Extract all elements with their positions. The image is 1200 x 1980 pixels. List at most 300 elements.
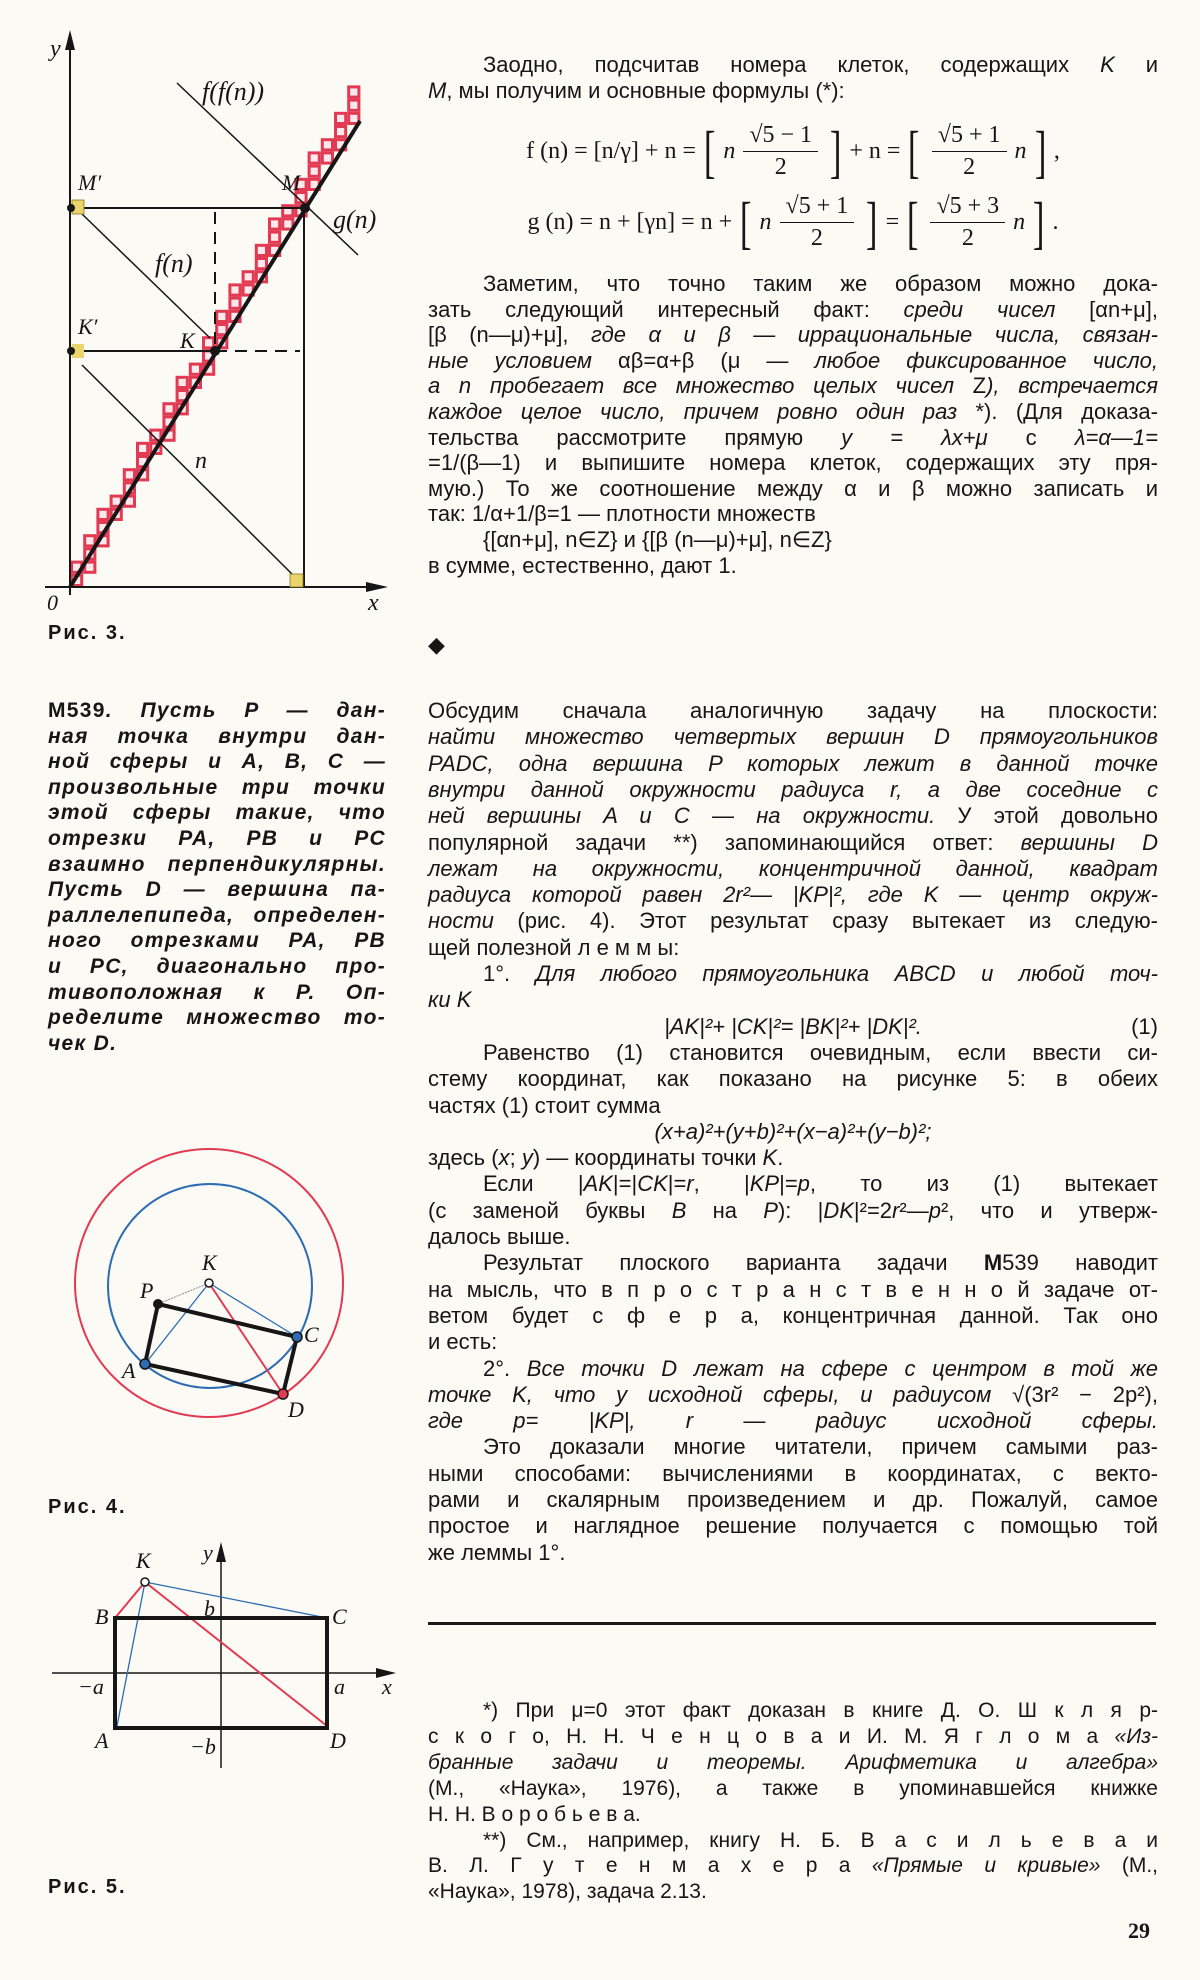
text-line — [428, 726, 1158, 748]
text-segment: так: 1/α+1/β=1 — плотности множеств — [428, 501, 816, 527]
fraction — [743, 122, 818, 181]
text-line — [428, 1039, 1158, 1065]
red-cell — [309, 153, 319, 163]
red-cell — [138, 443, 148, 453]
y-axis-arrow-icon — [216, 1542, 226, 1562]
text-segment: М539 — [48, 699, 106, 722]
text-line — [428, 910, 1158, 932]
formula-g — [428, 189, 1158, 255]
text-line — [48, 956, 386, 977]
red-cell — [322, 153, 332, 163]
label-minus-a: −a — [78, 1674, 104, 1699]
label-a: A — [122, 1358, 136, 1383]
text-line — [428, 1147, 1158, 1169]
label-x: x — [368, 590, 379, 616]
text-segment: CK — [637, 1171, 668, 1197]
label-m: M — [282, 170, 301, 195]
text-line — [428, 1489, 1158, 1511]
segment-kd — [145, 1582, 327, 1726]
figure-5-caption: Рис. 5. — [48, 1876, 127, 1898]
figure-4-caption: Рис. 4. — [48, 1496, 127, 1518]
formula-g-n2: n — [1013, 209, 1026, 235]
label-d: D — [288, 1397, 304, 1422]
text-line — [428, 1515, 1158, 1537]
text-segment: Обсудим сначала аналогичную задачу на плоскости: — [428, 698, 1158, 723]
text-line — [428, 1068, 1158, 1090]
text-segment: на — [686, 1197, 764, 1223]
label-k-prime: K′ — [78, 314, 98, 339]
text-line — [48, 982, 386, 1003]
text-segment: Равенство (1) становится очевидным, если ввести си- — [483, 1039, 1158, 1065]
text-segment: и — [1114, 52, 1159, 77]
text-line — [428, 805, 1158, 827]
point-m-prime — [67, 204, 75, 212]
section-diamond-icon: ◆ — [428, 632, 445, 657]
text-segment: У этой довольно — [935, 803, 1159, 829]
equation-number: (1) — [1131, 1013, 1158, 1039]
text-segment: x — [498, 1145, 510, 1171]
text-segment: y = λx+μ — [841, 424, 988, 450]
text-line — [428, 1539, 1158, 1565]
text-segment: ности — [428, 908, 494, 934]
text-line — [428, 1700, 1158, 1721]
denominator: 2 — [961, 225, 974, 251]
text-segment: , | — [693, 1171, 750, 1197]
text-segment: с к о г о, Н. Н. Ч е н ц о в а и И. М. Я г л о м а — [428, 1724, 1115, 1748]
text-segment: √(3r² − 2p²), — [991, 1381, 1158, 1407]
text-segment: ки K — [428, 987, 472, 1013]
numerator: √5 + 1 — [780, 193, 855, 223]
text-segment: бранные задачи и теоремы. Арифметика и алгебра» — [428, 1750, 1158, 1774]
text-segment: стему координат, как показано на рисунке 5: в обеих — [428, 1066, 1158, 1092]
red-cell — [336, 113, 346, 123]
text-segment: ными способами: вычислениями в координатах, с векто- — [428, 1460, 1158, 1486]
point-c — [292, 1332, 302, 1342]
text-segment: где α и β — иррациональные числа, связан- — [591, 322, 1158, 348]
text-segment: ного отрезками PA, PB — [48, 929, 386, 953]
footnote-divider — [428, 1622, 1156, 1625]
text-segment: ветом будет с ф е р а, концентричная данной. Так оно — [428, 1302, 1158, 1328]
label-minus-b: −b — [190, 1734, 216, 1759]
text-segment: KP — [749, 1171, 780, 1197]
text-line — [428, 347, 1158, 373]
text-line — [428, 1302, 1158, 1328]
text-line — [48, 1007, 386, 1028]
text-line — [428, 1331, 1158, 1353]
text-segment: этой сферы такие, что — [48, 801, 386, 825]
label-n: n — [195, 448, 207, 474]
red-cell — [204, 338, 214, 348]
formula-f-mid: + n = — [849, 138, 901, 164]
text-line — [428, 989, 1158, 1011]
text-segment: 539 наводит — [1002, 1250, 1158, 1276]
red-cell — [85, 536, 95, 546]
figure-5 — [0, 1530, 410, 1780]
text-segment: произвольные три точки — [48, 775, 386, 799]
text-line — [428, 1855, 1158, 1876]
text-line — [428, 77, 1158, 103]
page-number: 29 — [1128, 1918, 1150, 1943]
text-segment: ная точка внутри дан- — [48, 724, 386, 748]
red-cell — [217, 325, 227, 335]
text-segment: лежат на окружности, концентричной данной, квадрат — [428, 855, 1158, 881]
text-segment: а n пробегает все множество целых чисел — [428, 373, 954, 399]
text-segment: *) При μ=0 этот факт доказан в книге Д. О. Ш к л я р- — [483, 1699, 1158, 1722]
red-cell — [177, 377, 187, 387]
text-segment: частях (1) стоит сумма — [428, 1092, 661, 1118]
text-line — [48, 828, 386, 849]
text-segment: ): | — [777, 1197, 824, 1223]
text-line — [428, 934, 1158, 960]
text-segment: DK — [823, 1197, 854, 1223]
text-segment: [β (n—μ)+μ], — [428, 322, 592, 348]
text-line — [428, 552, 1158, 578]
label-x: x — [382, 1674, 392, 1699]
text-segment: AK — [583, 1171, 613, 1197]
text-segment: p — [797, 1171, 810, 1197]
text-segment: найти множество четвертых вершин D прямоугольников — [428, 724, 1158, 750]
text-segment: же леммы 1°. — [428, 1539, 566, 1565]
point-k-prime — [67, 347, 75, 355]
red-cell — [124, 470, 134, 480]
text-segment: взаимно перпендикулярны. — [48, 852, 386, 876]
text-line — [428, 884, 1158, 906]
text-line — [48, 879, 386, 900]
label-origin: 0 — [47, 590, 58, 615]
y-axis-arrow-icon — [65, 30, 75, 50]
formula-f-end: , — [1053, 138, 1060, 164]
text-segment: B — [671, 1197, 687, 1223]
text-segment: y — [521, 1145, 533, 1171]
text-line — [428, 1460, 1158, 1486]
text-segment: r — [686, 1171, 694, 1197]
formula-g-n1: n — [759, 209, 772, 235]
denominator: 2 — [774, 154, 787, 180]
text-segment: Для любого прямоугольника ABCD и любой точ- — [535, 961, 1158, 986]
formula-g-lhs: g (n) = n + [γn] = n + — [527, 209, 733, 235]
text-segment: , то из (1) вытекает — [809, 1171, 1158, 1197]
text-line — [48, 777, 386, 798]
point-m — [300, 203, 310, 213]
text-segment: |AK|²+ |CK|²= |BK|²+ |DK|². — [664, 1013, 922, 1039]
text-segment: чек D. — [48, 1031, 118, 1055]
text-segment: ², что и утверж- — [940, 1197, 1158, 1223]
segment-kd — [209, 1283, 283, 1394]
text-line — [48, 802, 386, 823]
bracket-close: ] — [829, 118, 842, 184]
text-segment: Заодно, подсчитав номера клеток, содержащих — [483, 52, 1101, 77]
label-a: a — [334, 1674, 345, 1699]
bracket-close: ] — [1034, 118, 1046, 184]
bracket-open: [ — [740, 189, 752, 255]
text-line — [428, 296, 1158, 322]
red-cell — [190, 364, 200, 374]
red-cell — [309, 166, 319, 176]
point-k — [205, 1279, 213, 1287]
text-segment: (с заменой буквы — [428, 1197, 672, 1223]
text-line — [48, 905, 386, 926]
denominator: 2 — [810, 225, 823, 251]
formula-f-n2: n — [1014, 138, 1027, 164]
text-segment: Это доказали многие читатели, причем самыми раз- — [483, 1434, 1158, 1460]
red-cell — [322, 140, 332, 150]
denominator: 2 — [963, 154, 976, 180]
text-line — [48, 751, 386, 772]
label-a-point: A — [95, 1728, 109, 1753]
text-segment: 2°. — [483, 1355, 527, 1381]
red-cell — [217, 311, 227, 321]
text-line — [428, 424, 1158, 450]
text-line — [428, 1804, 1158, 1825]
text-line — [428, 375, 1158, 397]
text-line — [428, 1276, 1158, 1302]
text-segment: |=| — [612, 1171, 638, 1197]
text-line — [428, 1092, 1158, 1118]
red-cell — [230, 298, 240, 308]
segment-kc — [145, 1582, 327, 1618]
text-line — [428, 1778, 1158, 1799]
text-line — [428, 1726, 1158, 1747]
text-line — [428, 1830, 1158, 1851]
red-cell — [270, 232, 280, 242]
text-segment: Результат плоского варианта задачи — [483, 1250, 984, 1276]
fraction — [932, 122, 1007, 181]
text-segment: тельства рассмотрите прямую — [428, 424, 842, 450]
numerator: √5 + 1 — [932, 122, 1007, 152]
red-cell — [270, 219, 280, 229]
red-cell — [256, 245, 266, 255]
text-line — [428, 1410, 1158, 1432]
figure-3 — [0, 0, 410, 660]
text-segment: раллелепипеда, определен- — [48, 903, 386, 927]
text-segment: вершины D — [1020, 829, 1159, 855]
text-segment: мую.) То же соотношение между α и β можно записать и — [428, 475, 1158, 501]
text-line — [428, 401, 1158, 423]
label-k: K — [202, 1250, 217, 1275]
text-line — [48, 726, 386, 747]
text-segment: с — [987, 424, 1075, 450]
text-segment: далось выше. — [428, 1224, 571, 1249]
text-segment: «Из- — [1114, 1724, 1158, 1748]
text-segment: М — [983, 1250, 1003, 1276]
text-segment: ней вершины A и C — на окружности. — [428, 803, 936, 829]
text-segment: Н. Н. В о р о б ь е в а. — [428, 1802, 641, 1826]
red-cell — [230, 285, 240, 295]
formula-f-n1: n — [723, 138, 736, 164]
text-segment: ; — [509, 1145, 522, 1171]
text-segment: любое фиксированное число, — [814, 347, 1158, 373]
red-cell — [98, 509, 108, 519]
text-line — [428, 452, 1158, 474]
point-k — [141, 1578, 149, 1586]
text-segment: λ=α—1= — [1074, 424, 1158, 450]
red-cell — [164, 404, 174, 414]
label-p: P — [140, 1278, 154, 1303]
text-segment: «Наука», 1978), задача 2.13. — [428, 1880, 707, 1904]
text-segment: ные условием — [428, 347, 592, 373]
text-segment: (рис. 4). Этот результат сразу вытекает из следую- — [493, 908, 1158, 934]
red-cell — [336, 127, 346, 137]
text-line — [428, 475, 1158, 501]
text-segment: . Пусть P — дан- — [105, 699, 386, 722]
text-segment: ной сферы и A, B, C — — [48, 750, 386, 774]
text-segment: ), встречается — [986, 373, 1158, 399]
text-segment: PADC, одна вершина P которых лежит в данной точке — [428, 750, 1158, 776]
text-segment: щей полезной л е м м ы: — [428, 934, 680, 960]
text-segment: p — [928, 1197, 941, 1223]
text-line — [428, 776, 1158, 802]
label-c: C — [332, 1604, 347, 1629]
text-segment: (М., — [1100, 1854, 1158, 1878]
text-line — [428, 1752, 1158, 1773]
bracket-open: [ — [908, 118, 920, 184]
text-segment: тивоположная к P. Оп- — [48, 980, 386, 1004]
point-d — [278, 1389, 288, 1399]
text-segment: =1/(β—1) и выпишите номера клеток, содержащих эту пря- — [428, 450, 1158, 476]
formula-f — [428, 118, 1158, 184]
text-segment: r — [892, 1197, 900, 1223]
label-ffn: f(f(n)) — [202, 77, 265, 106]
text-line — [428, 700, 1158, 722]
text-segment: [αn+μ], — [1055, 296, 1158, 322]
text-segment: среди чисел — [903, 296, 1056, 322]
label-c: C — [304, 1322, 319, 1347]
fraction — [780, 193, 855, 252]
red-cell — [243, 272, 253, 282]
text-line — [428, 1881, 1158, 1902]
yellow-cell-bottom — [290, 574, 303, 587]
text-segment: . — [777, 1145, 784, 1171]
text-segment: |= — [779, 1171, 798, 1197]
bracket-close: ] — [1033, 189, 1045, 255]
text-segment: каждое целое число, причем ровно один раз — [428, 399, 958, 424]
text-segment: {[αn+μ], n∈Z} и {[β (n—μ)+μ], n∈Z} — [483, 527, 832, 552]
text-segment: Если | — [483, 1171, 584, 1197]
text-segment: 1°. — [483, 961, 536, 986]
text-line — [48, 700, 386, 721]
label-y: y — [203, 1540, 213, 1565]
text-segment: точке K, что у исходной сферы, и радиусом — [428, 1381, 992, 1407]
text-segment: на мысль, что в п р о с т р а н с т в е н н о й задаче от- — [428, 1276, 1158, 1302]
text-line — [428, 829, 1159, 855]
text-segment: *). (Для доказа- — [957, 399, 1158, 424]
text-line — [428, 529, 1158, 551]
text-segment: ²— — [899, 1197, 929, 1223]
text-segment: здесь ( — [428, 1145, 499, 1171]
text-segment: ) — координаты точки — [532, 1145, 763, 1171]
label-b: b — [204, 1596, 215, 1621]
text-line — [428, 273, 1158, 295]
text-segment: популярной задачи **) запоминающийся ответ: — [428, 829, 1021, 855]
red-cell — [256, 259, 266, 269]
text-segment: отрезки PA, PB и PC — [48, 827, 386, 850]
text-segment: K — [762, 1145, 778, 1171]
bracket-open: [ — [703, 118, 716, 184]
text-line — [428, 1252, 1158, 1274]
text-segment: (x+a)²+(y+b)²+(x−a)²+(y−b)²; — [654, 1118, 932, 1144]
point-a — [140, 1359, 150, 1369]
text-line — [428, 1197, 1158, 1223]
text-line — [428, 503, 1158, 525]
formula-g-end: . — [1052, 209, 1059, 235]
text-segment: зать следующий интересный факт: — [428, 296, 904, 322]
text-line — [428, 1013, 1158, 1039]
text-segment: и PC, диагонально про- — [48, 955, 386, 978]
label-m-prime: M′ — [78, 170, 102, 195]
label-fn: f(n) — [155, 249, 193, 278]
text-segment: (М., «Наука», 1976), а также в упоминавшейся книжке — [428, 1776, 1158, 1800]
figure-3-caption: Рис. 3. — [48, 622, 127, 644]
text-segment: простое и наглядное решение получается с помощью той — [428, 1513, 1158, 1539]
label-k: K — [180, 328, 195, 353]
text-segment: в сумме, естественно, дают 1. — [428, 552, 737, 578]
text-line — [428, 1118, 1158, 1144]
label-d: D — [330, 1728, 346, 1753]
text-line — [48, 1033, 386, 1054]
bracket-open: [ — [906, 189, 919, 255]
formula-g-mid: = — [885, 209, 900, 235]
text-segment: |= — [667, 1171, 687, 1197]
text-segment: Пусть D — вершина па- — [48, 878, 386, 902]
text-segment: , мы получим и основные формулы (*): — [446, 77, 845, 103]
text-line — [428, 855, 1158, 881]
label-gn: g(n) — [333, 205, 377, 234]
red-cell — [349, 100, 359, 110]
numerator: √5 − 1 — [743, 122, 818, 152]
text-line — [428, 1436, 1158, 1458]
label-k: K — [136, 1548, 151, 1573]
text-line — [428, 324, 1158, 346]
text-line — [428, 963, 1158, 985]
text-segment: |²=2 — [853, 1197, 893, 1223]
segment-ka — [117, 1582, 145, 1726]
text-segment: **) См., например, книгу Н. Б. В а с и л ь е в а и — [483, 1828, 1158, 1852]
point-p — [153, 1299, 163, 1309]
numerator: √5 + 3 — [930, 193, 1005, 223]
segment-kb — [115, 1582, 145, 1618]
text-segment: M — [428, 77, 447, 103]
text-segment: P — [763, 1197, 778, 1223]
text-segment: где p= |KP|, r — радиус исходной сферы. — [428, 1408, 1158, 1434]
label-y: y — [50, 36, 61, 62]
text-line — [48, 930, 386, 951]
text-line — [428, 750, 1158, 776]
text-line — [428, 1173, 1158, 1195]
text-line — [428, 1355, 1158, 1381]
text-segment: αβ=α+β (μ — — [591, 347, 815, 373]
point-k — [210, 346, 220, 356]
text-segment: ределите множество то- — [48, 1006, 386, 1030]
text-segment: Z — [953, 373, 987, 399]
text-line — [48, 854, 386, 875]
figure-4 — [0, 1140, 410, 1440]
text-segment: K — [1100, 52, 1115, 77]
bracket-close: ] — [866, 189, 878, 255]
text-line — [428, 54, 1158, 76]
text-line — [428, 1226, 1158, 1248]
text-segment: внутри данной окружности радиуса r, а две соседние с — [428, 776, 1158, 802]
text-segment: радиуса которой равен 2r²— |KP|², где K — центр окруж- — [428, 882, 1158, 908]
text-segment: рами и скалярным произведением и др. Пожалуй, самое — [428, 1487, 1158, 1512]
text-segment: «Прямые и кривые» — [871, 1854, 1101, 1878]
segment-kc — [209, 1283, 297, 1337]
text-segment: и есть: — [428, 1329, 498, 1355]
fraction — [930, 193, 1005, 252]
text-segment: Все точки D лежат на сфере с центром в той же — [526, 1355, 1158, 1381]
text-segment: В. Л. Г у т е н м а х е р а — [428, 1854, 872, 1878]
text-segment: Заметим, что точно таким же образом можно дока- — [483, 271, 1158, 296]
formula-f-lhs: f (n) = [n/γ] + n = — [526, 138, 696, 164]
